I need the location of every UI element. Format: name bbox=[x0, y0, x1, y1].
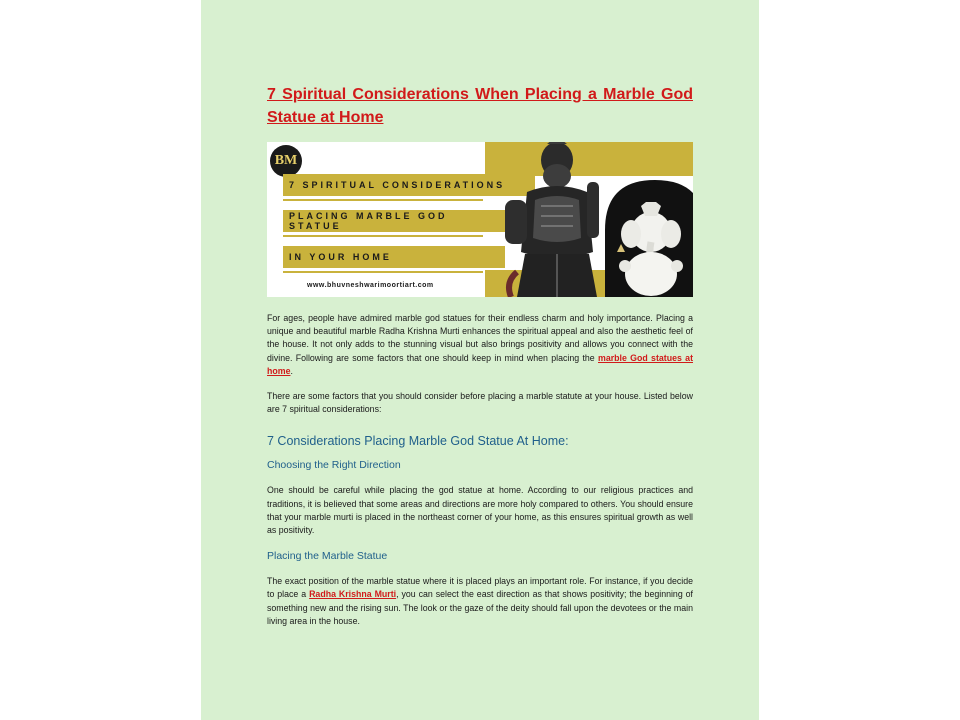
intro-paragraph-2: There are some factors that you should consider before placing a marble statute at your house. Listed below are 7 spiritual considerations: bbox=[267, 391, 693, 415]
intro-paragraph bbox=[267, 312, 693, 378]
section-paragraph-direction: One should be careful while placing the god statue at home. According to our religious practices and traditions, it is believed that some areas and directions are more holy compared to others. You should ensure that your marble murti is placed in the northeast corner of your home, as this ensures spiritual growth as well as positivity. bbox=[267, 485, 693, 536]
banner-image bbox=[267, 142, 693, 297]
intro-text-end: . bbox=[290, 365, 293, 376]
brand-logo: BM bbox=[270, 145, 302, 177]
banner-guide-line-2 bbox=[283, 235, 483, 237]
intro-text: For ages, people have admired marble god statues for their endless charm and holy importance. Placing a unique and beautiful marble Radha Krishna Murti enhances the spiritual appeal and also the aesthetic feel of the house. It not only adds to the stunning visual but also brings positivity and allows you connect with the divine. Following are some factors that one should keep in mind when placing the bbox=[267, 313, 693, 363]
banner-strip-1: 7 SPIRITUAL CONSIDERATIONS bbox=[283, 174, 535, 196]
banner-strip-3: IN YOUR HOME bbox=[283, 246, 505, 268]
section-heading-placing: Placing the Marble Statue bbox=[267, 550, 388, 563]
section-heading-direction: Choosing the Right Direction bbox=[267, 459, 401, 472]
banner-guide-line-3 bbox=[283, 271, 483, 273]
ganesha-statue-image bbox=[607, 202, 693, 297]
hanuman-statue-image bbox=[497, 142, 617, 297]
banner-website: www.bhuvneshwarimoortiart.com bbox=[307, 282, 434, 289]
placing-text: The exact position of the marble statue where it is placed plays an important role. For instance, if you decide to place a bbox=[267, 576, 693, 600]
considerations-heading: 7 Considerations Placing Marble God Statue At Home: bbox=[267, 434, 569, 449]
radha-krishna-murti-link[interactable]: Radha Krishna Murti bbox=[309, 589, 397, 600]
placing-text-end: , you can select the east direction as that shows positivity; the beginning of something new and the rising sun. The look or the gaze of the deity should fall upon the devotees or the main living area in the house. bbox=[267, 589, 693, 626]
document-page bbox=[201, 0, 759, 720]
document-title[interactable]: 7 Spiritual Considerations When Placing a Marble God Statue at Home bbox=[267, 86, 693, 126]
banner-guide-line-1 bbox=[283, 199, 483, 201]
document-content bbox=[267, 83, 693, 628]
banner-strip-2: PLACING MARBLE GOD STATUE bbox=[283, 210, 505, 232]
marble-god-statues-link[interactable]: marble God statues at home bbox=[267, 352, 693, 376]
section-paragraph-placing bbox=[267, 575, 693, 628]
